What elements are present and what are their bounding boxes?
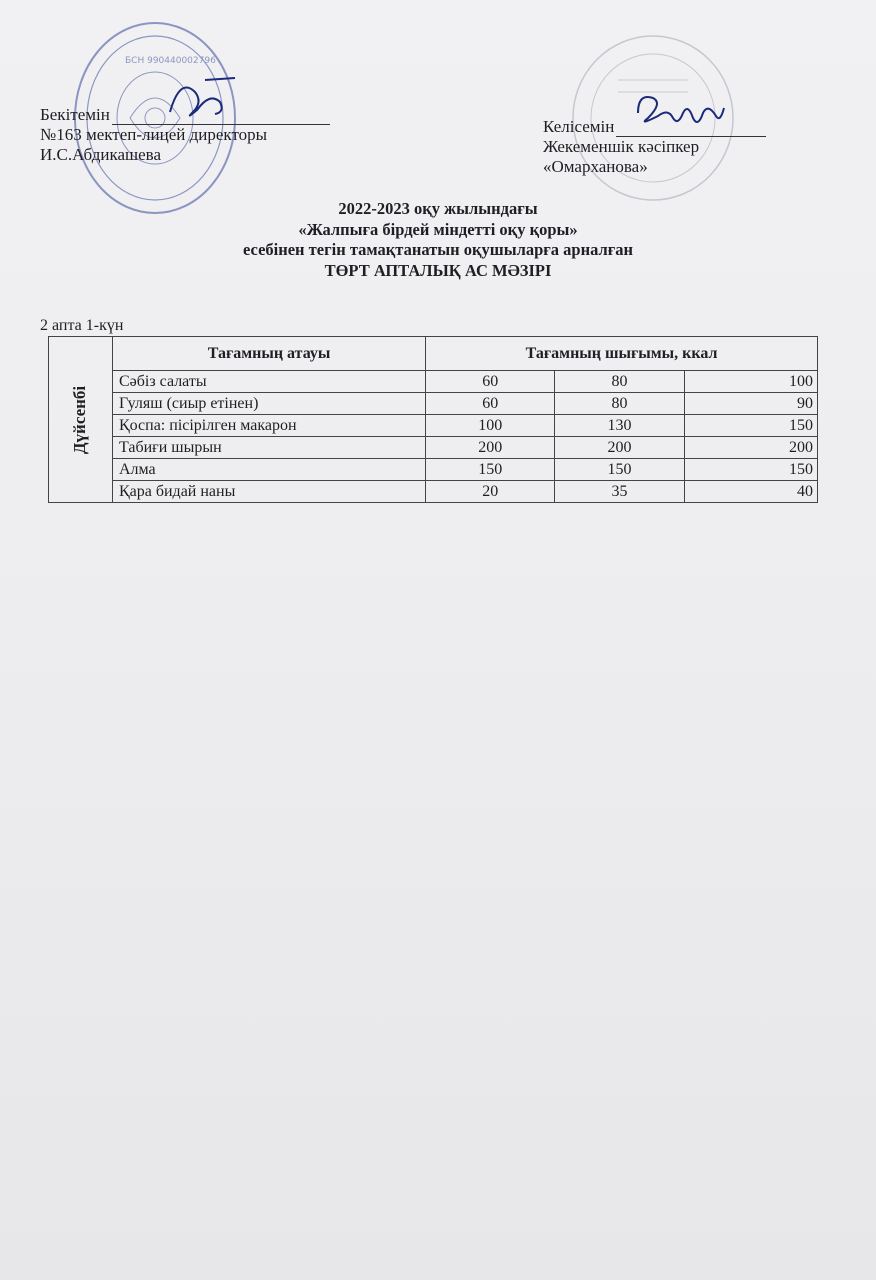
dish-name: Гуляш (сиыр етінен) bbox=[112, 393, 425, 415]
yield-value: 40 bbox=[684, 481, 817, 503]
yield-value: 80 bbox=[555, 393, 684, 415]
heading-title: ТӨРТ АПТАЛЫҚ АС МӘЗІРІ bbox=[324, 260, 552, 280]
yield-value: 200 bbox=[555, 437, 684, 459]
yield-value: 80 bbox=[555, 371, 684, 393]
dish-name: Алма bbox=[112, 459, 425, 481]
approval-label: Бекітемін bbox=[40, 105, 110, 124]
yield-value: 130 bbox=[555, 415, 684, 437]
header-dish-name: Тағамның атауы bbox=[112, 337, 425, 371]
dish-name: Сәбіз салаты bbox=[112, 371, 425, 393]
yield-value: 150 bbox=[684, 459, 817, 481]
dish-name: Қоспа: пісірілген макарон bbox=[112, 415, 425, 437]
heading-fund: «Жалпыға бірдей міндетті оқу қоры» bbox=[298, 219, 578, 239]
day-cell bbox=[49, 337, 113, 503]
heading-purpose: есебінен тегін тамақтанатын оқушыларға арналған bbox=[243, 240, 633, 259]
dish-name: Табиғи шырын bbox=[112, 437, 425, 459]
table-row bbox=[49, 393, 818, 415]
yield-value: 90 bbox=[684, 393, 817, 415]
yield-value: 150 bbox=[684, 415, 817, 437]
document-heading bbox=[0, 199, 876, 281]
table-row bbox=[49, 415, 818, 437]
yield-value: 60 bbox=[426, 371, 555, 393]
header-yield: Тағамның шығымы, ккал bbox=[426, 337, 818, 371]
yield-value: 20 bbox=[426, 481, 555, 503]
agreement-position: Жекеменшік кәсіпкер bbox=[543, 137, 700, 156]
week-label: 2 апта 1-күн bbox=[40, 317, 124, 334]
agreement-block bbox=[543, 117, 766, 177]
table-header-row bbox=[49, 337, 818, 371]
approval-block bbox=[40, 105, 330, 165]
table-row bbox=[49, 437, 818, 459]
agreement-label: Келісемін bbox=[543, 117, 615, 136]
yield-value: 200 bbox=[684, 437, 817, 459]
yield-value: 150 bbox=[555, 459, 684, 481]
yield-value: 60 bbox=[426, 393, 555, 415]
menu-table bbox=[48, 336, 818, 503]
approval-name: И.С.Абдикашева bbox=[40, 145, 162, 164]
yield-value: 35 bbox=[555, 481, 684, 503]
yield-value: 150 bbox=[426, 459, 555, 481]
agreement-name: «Омарханова» bbox=[543, 157, 648, 176]
approval-position: №163 мектеп-лицей директоры bbox=[40, 125, 268, 144]
day-label: Дүйсенбі bbox=[70, 385, 90, 454]
yield-value: 100 bbox=[426, 415, 555, 437]
table-row bbox=[49, 371, 818, 393]
yield-value: 100 bbox=[684, 371, 817, 393]
table-row bbox=[49, 459, 818, 481]
dish-name: Қара бидай наны bbox=[112, 481, 425, 503]
yield-value: 200 bbox=[426, 437, 555, 459]
heading-year: 2022-2023 оқу жылындағы bbox=[338, 199, 538, 218]
table-row bbox=[49, 481, 818, 503]
stamp-text: БСН 990440002796 bbox=[125, 56, 216, 66]
